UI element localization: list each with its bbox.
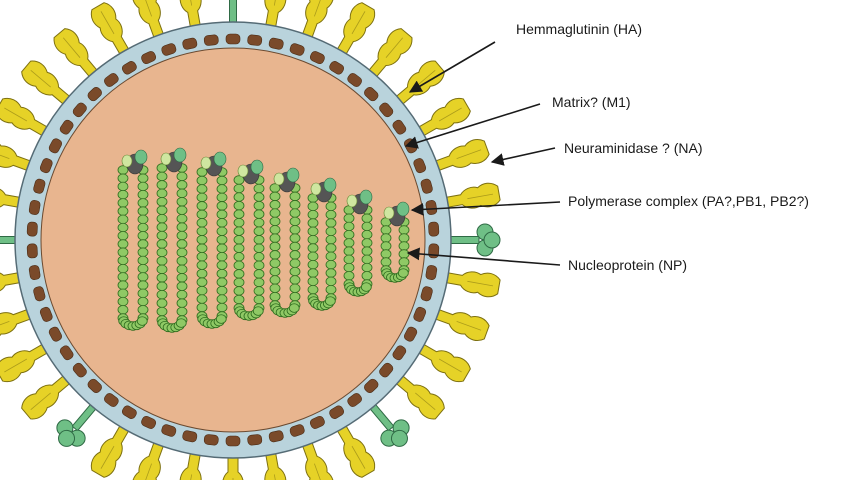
- label-hemagglutinin: Hemmaglutinin (HA): [516, 21, 643, 37]
- matrix-protein-bead: [226, 436, 240, 446]
- matrix-protein-bead: [226, 34, 240, 44]
- matrix-protein-bead: [204, 434, 219, 445]
- matrix-protein-bead: [27, 244, 38, 259]
- matrix-protein-bead: [27, 222, 38, 237]
- matrix-protein-bead: [247, 434, 262, 445]
- label-nucleoprotein: Nucleoprotein (NP): [568, 257, 688, 273]
- label-matrix: Matrix? (M1): [552, 94, 631, 110]
- label-neuraminidase: Neuraminidase ? (NA): [564, 140, 703, 156]
- matrix-protein-bead: [204, 34, 219, 45]
- matrix-protein-bead: [428, 222, 439, 237]
- label-polymerase-complex: Polymerase complex (PA?,PB1, PB2?): [568, 193, 809, 209]
- labels: [516, 21, 809, 273]
- matrix-protein-bead: [247, 34, 262, 45]
- arrow-na: [492, 148, 555, 162]
- neuraminidase-spike-icon: [445, 224, 500, 256]
